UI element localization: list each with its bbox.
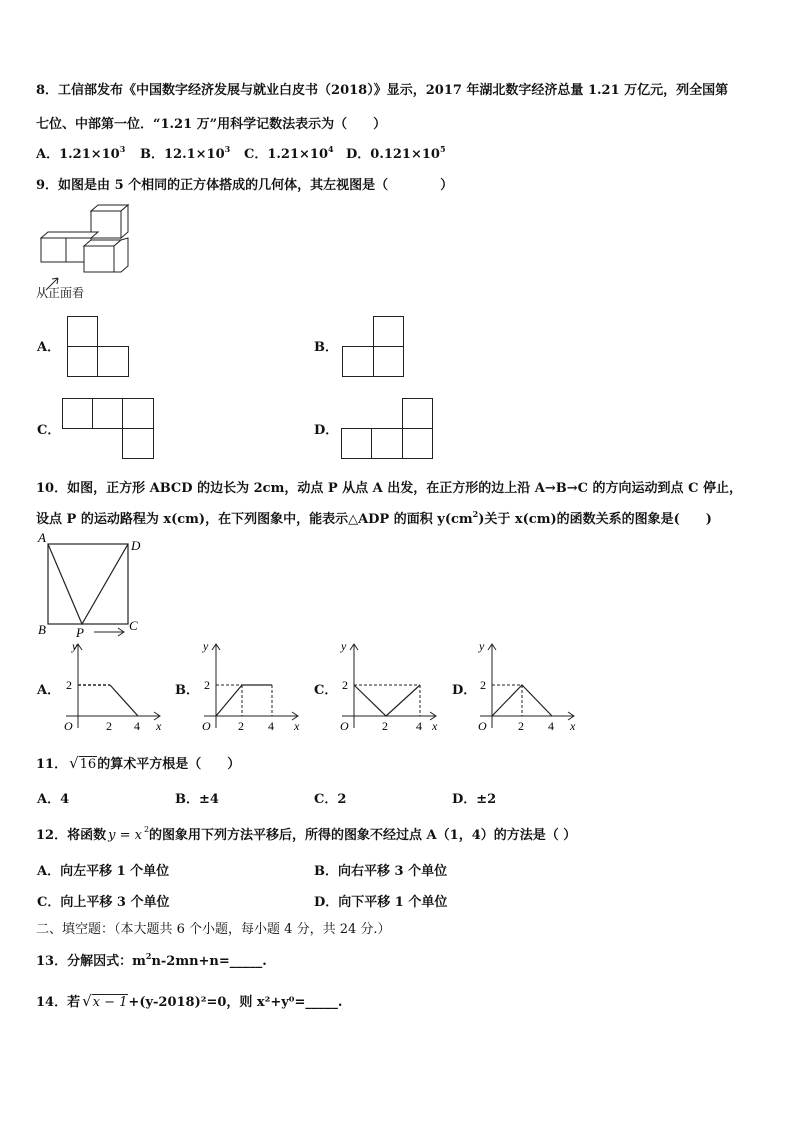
q9-option-b-label[interactable]: B． [314,340,338,355]
svg-text:x: x [570,719,576,733]
svg-text:y: y [341,639,347,653]
q10-option-a-graph[interactable] [58,636,170,736]
svg-text:2: 2 [382,719,388,733]
svg-text:2: 2 [106,719,112,733]
svg-text:O: O [64,719,73,733]
q10-stem-line2: 设点 P 的运动路程为 x(cm)，在下列图象中，能表示△ADP 的面积 $y(cm^2)$关于 x(cm)的函数关系的图象是( ) [36,509,712,527]
q14-stem[interactable]: 14．若 √x − 1+(y-2018)²=0，则 x²+y⁰=_____. [36,992,343,1010]
q8-option-c[interactable]: C．$1.21\times 10^4$ [244,144,334,162]
q8-option-d[interactable]: D．$0.121\times 10^5$ [346,144,446,162]
svg-text:2: 2 [238,719,244,733]
svg-text:O: O [478,719,487,733]
q11-option-c[interactable]: C．2 [314,792,347,807]
svg-text:2: 2 [518,719,524,733]
q10-option-b-graph[interactable] [196,636,308,736]
q12-option-b[interactable]: B．向右平移 3 个单位 [314,864,448,879]
svg-text:O: O [202,719,211,733]
q8-stem-line2: 七位、中部第一位．“1.21 万”用科学记数法表示为（ ） [36,117,387,132]
svg-text:y: y [479,639,485,653]
svg-text:2: 2 [480,678,486,692]
svg-text:x: x [156,719,162,733]
q9-view-caption: 从正面看 [36,286,85,300]
q10-option-d-label[interactable]: D． [452,683,477,698]
q8-option-a[interactable]: A．$1.21\times 10^3$ [36,144,126,162]
q12-option-a[interactable]: A．向左平移 1 个单位 [37,864,170,879]
q12-stem: 12．将函数 y = x $^2$的图象用下列方法平移后，所得的图象不经过点 A（1，4）的方法是（ ） [36,825,577,843]
label-b: B [38,622,46,637]
svg-text:4: 4 [268,719,274,733]
svg-text:4: 4 [416,719,422,733]
svg-text:O: O [340,719,349,733]
q9-stem: 9．如图是由 5 个相同的正方体搭成的几何体，其左视图是（ ） [36,178,454,193]
svg-text:y: y [72,639,78,653]
q10-option-c-graph[interactable] [334,636,446,736]
q10-option-c-label[interactable]: C． [314,683,338,698]
q12-option-c[interactable]: C．向上平移 3 个单位 [37,895,170,910]
q10-option-d-graph[interactable] [472,636,584,736]
q10-stem-line1: 10．如图，正方形 ABCD 的边长为 2cm，动点 P 从点 A 出发，在正方形的边上沿 A→B→C 的方向运动到点 C 停止， [36,481,742,496]
q10-option-b-label[interactable]: B． [175,683,199,698]
label-d: D [131,538,141,553]
svg-text:2: 2 [66,678,72,692]
svg-text:4: 4 [548,719,554,733]
svg-text:4: 4 [134,719,140,733]
svg-text:2: 2 [204,678,210,692]
section-heading: 二、填空题：（本大题共 6 个小题，每小题 4 分，共 24 分.） [36,922,391,937]
q9-option-a-label[interactable]: A． [37,340,61,355]
svg-text:x: x [432,719,438,733]
sqrt-symbol: √x − 1 [82,992,128,1010]
q13-stem[interactable]: 13．分解因式：$m^2n-2mn+n=\_\_\_\_\_$. [36,951,267,969]
q9-option-d-label[interactable]: D． [314,423,339,438]
q8-stem-line1: 8．工信部发布《中国数字经济发展与就业白皮书（2018）》显示，2017 年湖北数字经济总量 1.21 万亿元，列全国第 [36,83,729,98]
label-p: P [76,625,84,640]
q11-stem: 11． √16的算术平方根是（ ） [36,754,241,772]
label-c: C [129,618,138,633]
q9-option-c-label[interactable]: C． [37,423,61,438]
q11-option-a[interactable]: A．4 [37,792,70,807]
sqrt-symbol: √16 [69,754,97,772]
q10-square-figure [34,530,154,640]
q12-option-d[interactable]: D．向下平移 1 个单位 [314,895,448,910]
svg-text:2: 2 [342,678,348,692]
q11-option-b[interactable]: B．±4 [175,792,219,807]
label-a: A [38,530,46,545]
q11-option-d[interactable]: D．±2 [452,792,497,807]
svg-text:y: y [203,639,209,653]
q10-option-a-label[interactable]: A． [37,683,61,698]
q8-option-b[interactable]: B．$12.1\times 10^3$ [140,144,231,162]
svg-text:x: x [294,719,300,733]
